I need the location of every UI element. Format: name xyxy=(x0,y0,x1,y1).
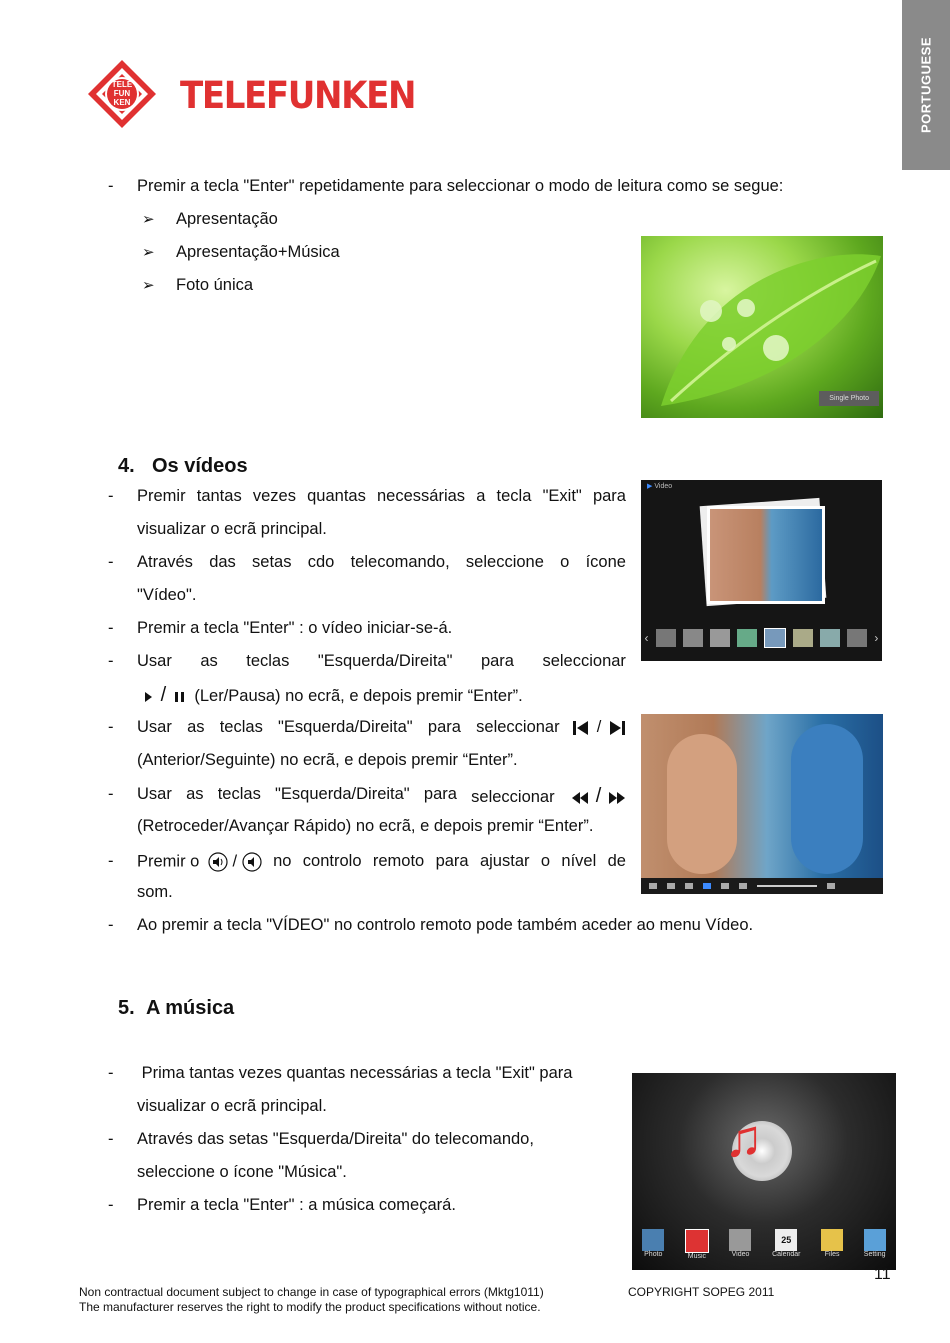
mode-item: Apresentação xyxy=(176,210,278,228)
menu-bar xyxy=(632,1229,896,1260)
volume-up-icon xyxy=(208,852,228,872)
rewind-icon xyxy=(667,883,675,889)
menu-item-setting xyxy=(864,1229,886,1260)
video-step-4-cont xyxy=(143,684,523,707)
video-step-8: Ao premir a tecla "VÍDEO" no controlo remoto pode também aceder ao menu Vídeo. xyxy=(137,916,754,934)
photo-intro: Premir a tecla "Enter" repetidamente para seleccionar o modo de leitura como se segue: xyxy=(137,177,784,195)
emblem-line: TELE xyxy=(111,80,133,89)
single-photo-label: Single Photo xyxy=(819,391,879,406)
files-icon xyxy=(821,1229,843,1251)
list-dash: - xyxy=(108,487,114,505)
emblem-line: KEN xyxy=(113,98,131,107)
footer-copyright: COPYRIGHT SOPEG 2011 xyxy=(628,1285,775,1299)
movie-thumbnail xyxy=(707,506,825,604)
word-with-icons xyxy=(137,852,262,872)
word: quantas xyxy=(307,487,366,505)
word: "Esquerda/Direita" xyxy=(275,785,410,803)
face-left xyxy=(667,734,737,874)
language-tab xyxy=(902,0,950,170)
page-number: 11 xyxy=(874,1266,891,1283)
thumbnail xyxy=(737,629,757,647)
pause-icon xyxy=(174,690,186,704)
word: tantas xyxy=(196,487,242,505)
menu-item-label: Video xyxy=(731,1251,750,1258)
list-dash: - xyxy=(108,553,114,571)
list-dash: - xyxy=(108,1130,114,1148)
menu-item-label: Music xyxy=(687,1253,707,1260)
word: para xyxy=(435,852,469,870)
list-dash: - xyxy=(108,652,114,670)
music-step-2-cont: seleccione o ícone "Música". xyxy=(137,1163,347,1181)
word: o xyxy=(540,852,551,870)
video-icon xyxy=(729,1229,751,1251)
thumbnail xyxy=(847,629,867,647)
word: as xyxy=(186,785,204,803)
slash-separator: / xyxy=(595,785,602,807)
word: teclas xyxy=(217,785,261,803)
word: controlo xyxy=(302,852,362,870)
telefunken-wordmark: TELEFUNKEN xyxy=(180,74,416,117)
menu-item-label: Calendar xyxy=(772,1251,801,1258)
menu-item-photo xyxy=(642,1229,664,1260)
word: para xyxy=(423,785,457,803)
menu-item-label: Photo xyxy=(644,1251,663,1258)
video-step-5-cont: (Anterior/Seguinte) no ecrã, e depois premir “Enter”. xyxy=(137,751,518,769)
previous-icon xyxy=(649,883,657,889)
list-dash: - xyxy=(108,1196,114,1214)
word: cdo xyxy=(307,553,335,571)
word: para xyxy=(427,718,461,736)
chevron-left-icon: ‹ xyxy=(644,631,649,645)
music-step-1: Prima tantas vezes quantas necessárias a tecla "Exit" para xyxy=(137,1064,573,1082)
word: de xyxy=(607,852,626,870)
video-step-5 xyxy=(137,718,626,737)
video-step-2-cont: "Vídeo". xyxy=(137,586,197,604)
menu-item-label: Files xyxy=(824,1251,840,1258)
player-control-bar xyxy=(641,878,883,894)
return-icon xyxy=(827,883,835,889)
music-note-icon: ♫ xyxy=(724,1110,763,1168)
photo-icon xyxy=(642,1229,664,1251)
word: Premir o xyxy=(137,852,200,871)
rewind-icon xyxy=(571,791,589,805)
video-menu-title-text: Video xyxy=(654,483,673,490)
menu-item-video xyxy=(729,1229,751,1260)
thumbnail xyxy=(710,629,730,647)
emblem-line: FUN xyxy=(113,89,131,98)
list-dash: - xyxy=(108,177,114,195)
video-step-6-cont: (Retroceder/Avançar Rápido) no ecrã, e depois premir “Enter”. xyxy=(137,817,594,835)
word: teclas xyxy=(219,718,263,736)
list-dash: - xyxy=(108,1064,114,1082)
menu-item-calendar xyxy=(772,1229,800,1260)
thumbnail xyxy=(820,629,840,647)
word: necessárias xyxy=(377,487,466,505)
calendar-icon: 25 xyxy=(775,1229,797,1251)
video-menu-title xyxy=(647,482,672,490)
word: nível xyxy=(561,852,597,870)
control-description: (Ler/Pausa) no ecrã, e depois premir “Enter”. xyxy=(194,687,523,705)
music-menu-screenshot xyxy=(632,1073,896,1270)
video-step-2 xyxy=(137,553,626,572)
section-title: Os vídeos xyxy=(152,455,248,477)
word: seleccionar xyxy=(471,788,555,806)
video-step-4 xyxy=(137,652,626,671)
word: ícone xyxy=(585,553,626,571)
word: as xyxy=(187,718,205,736)
music-step-2: Através das setas "Esquerda/Direita" do telecomando, xyxy=(137,1130,534,1148)
word: teclas xyxy=(246,652,290,670)
word: seleccionar xyxy=(542,652,626,670)
chevron-right-icon: › xyxy=(874,631,879,645)
word: Premir xyxy=(137,487,186,505)
word: "Esquerda/Direita" xyxy=(317,652,453,670)
word-with-icons xyxy=(471,785,626,808)
word-with-icons xyxy=(476,718,626,737)
video-step-1 xyxy=(137,487,626,506)
setting-icon xyxy=(864,1229,886,1251)
music-step-3: Premir a tecla "Enter" : a música começará. xyxy=(137,1196,456,1214)
next-icon xyxy=(721,883,729,889)
word: Usar xyxy=(137,785,172,803)
volume-icon xyxy=(739,883,747,889)
mode-item: Foto única xyxy=(176,276,254,294)
video-step-1-cont: visualizar o ecrã principal. xyxy=(137,520,327,538)
section-number: 5. xyxy=(118,997,135,1019)
word: no xyxy=(273,852,292,870)
video-step-7-cont: som. xyxy=(137,883,173,901)
thumbnail xyxy=(656,629,676,647)
section-number: 4. xyxy=(118,455,135,477)
music-icon xyxy=(685,1229,709,1253)
video-step-6 xyxy=(137,785,626,808)
thumbnail-strip xyxy=(641,626,882,650)
word: seleccionar xyxy=(476,718,560,736)
face-right xyxy=(791,724,863,874)
arrow-bullet-icon: ➢ xyxy=(142,277,155,294)
footer-line-2: The manufacturer reserves the right to modify the product specifications without notice. xyxy=(79,1300,541,1314)
single-photo-screenshot xyxy=(641,236,883,418)
play-icon: ▶ xyxy=(647,483,653,490)
word: Usar xyxy=(137,718,172,736)
word: seleccione xyxy=(465,553,544,571)
word: para xyxy=(592,487,626,505)
word: as xyxy=(200,652,218,670)
list-dash: - xyxy=(108,852,114,870)
word: tecla xyxy=(496,487,532,505)
next-icon xyxy=(608,720,626,736)
previous-icon xyxy=(572,720,590,736)
thumbnail xyxy=(793,629,813,647)
word: vezes xyxy=(252,487,296,505)
footer-line-1: Non contractual document subject to change in case of typographical errors (Mktg1011) xyxy=(79,1285,544,1299)
language-tab-label: PORTUGUESE xyxy=(918,36,934,134)
word: "Esquerda/Direita" xyxy=(278,718,413,736)
word: Através xyxy=(137,553,193,571)
volume-slider xyxy=(757,885,817,887)
word: para xyxy=(480,652,514,670)
arrow-bullet-icon: ➢ xyxy=(142,211,155,228)
fast-forward-icon xyxy=(608,791,626,805)
fast-forward-icon xyxy=(703,883,711,889)
list-dash: - xyxy=(108,718,114,736)
thumbnail xyxy=(764,628,786,648)
word: a xyxy=(476,487,486,505)
word: o xyxy=(560,553,570,571)
music-step-1-cont: visualizar o ecrã principal. xyxy=(137,1097,327,1115)
telefunken-emblem xyxy=(86,58,158,130)
slash-separator: / xyxy=(232,852,238,871)
word: "Exit" xyxy=(542,487,582,505)
video-step-7 xyxy=(137,852,626,872)
word: das xyxy=(209,553,236,571)
arrow-bullet-icon: ➢ xyxy=(142,244,155,261)
thumbnail xyxy=(683,629,703,647)
list-dash: - xyxy=(108,785,114,803)
mode-item: Apresentação+Música xyxy=(176,243,340,261)
slash-separator: / xyxy=(160,684,167,706)
word: telecomando, xyxy=(350,553,450,571)
video-menu-screenshot xyxy=(641,480,882,661)
list-dash: - xyxy=(108,916,114,934)
play-icon xyxy=(685,883,693,889)
word: ajustar xyxy=(479,852,530,870)
list-dash: - xyxy=(108,619,114,637)
menu-item-label: Setting xyxy=(863,1251,886,1258)
section-title: A música xyxy=(146,997,235,1019)
slash-separator: / xyxy=(596,718,602,736)
video-player-screenshot xyxy=(641,714,883,894)
menu-item-files xyxy=(821,1229,843,1260)
video-step-3: Premir a tecla "Enter" : o vídeo iniciar-se-á. xyxy=(137,619,453,637)
word: remoto xyxy=(372,852,425,870)
word: Usar xyxy=(137,652,172,670)
menu-item-music xyxy=(685,1229,709,1260)
volume-down-icon xyxy=(242,852,262,872)
word: setas xyxy=(252,553,292,571)
play-icon xyxy=(143,690,153,704)
